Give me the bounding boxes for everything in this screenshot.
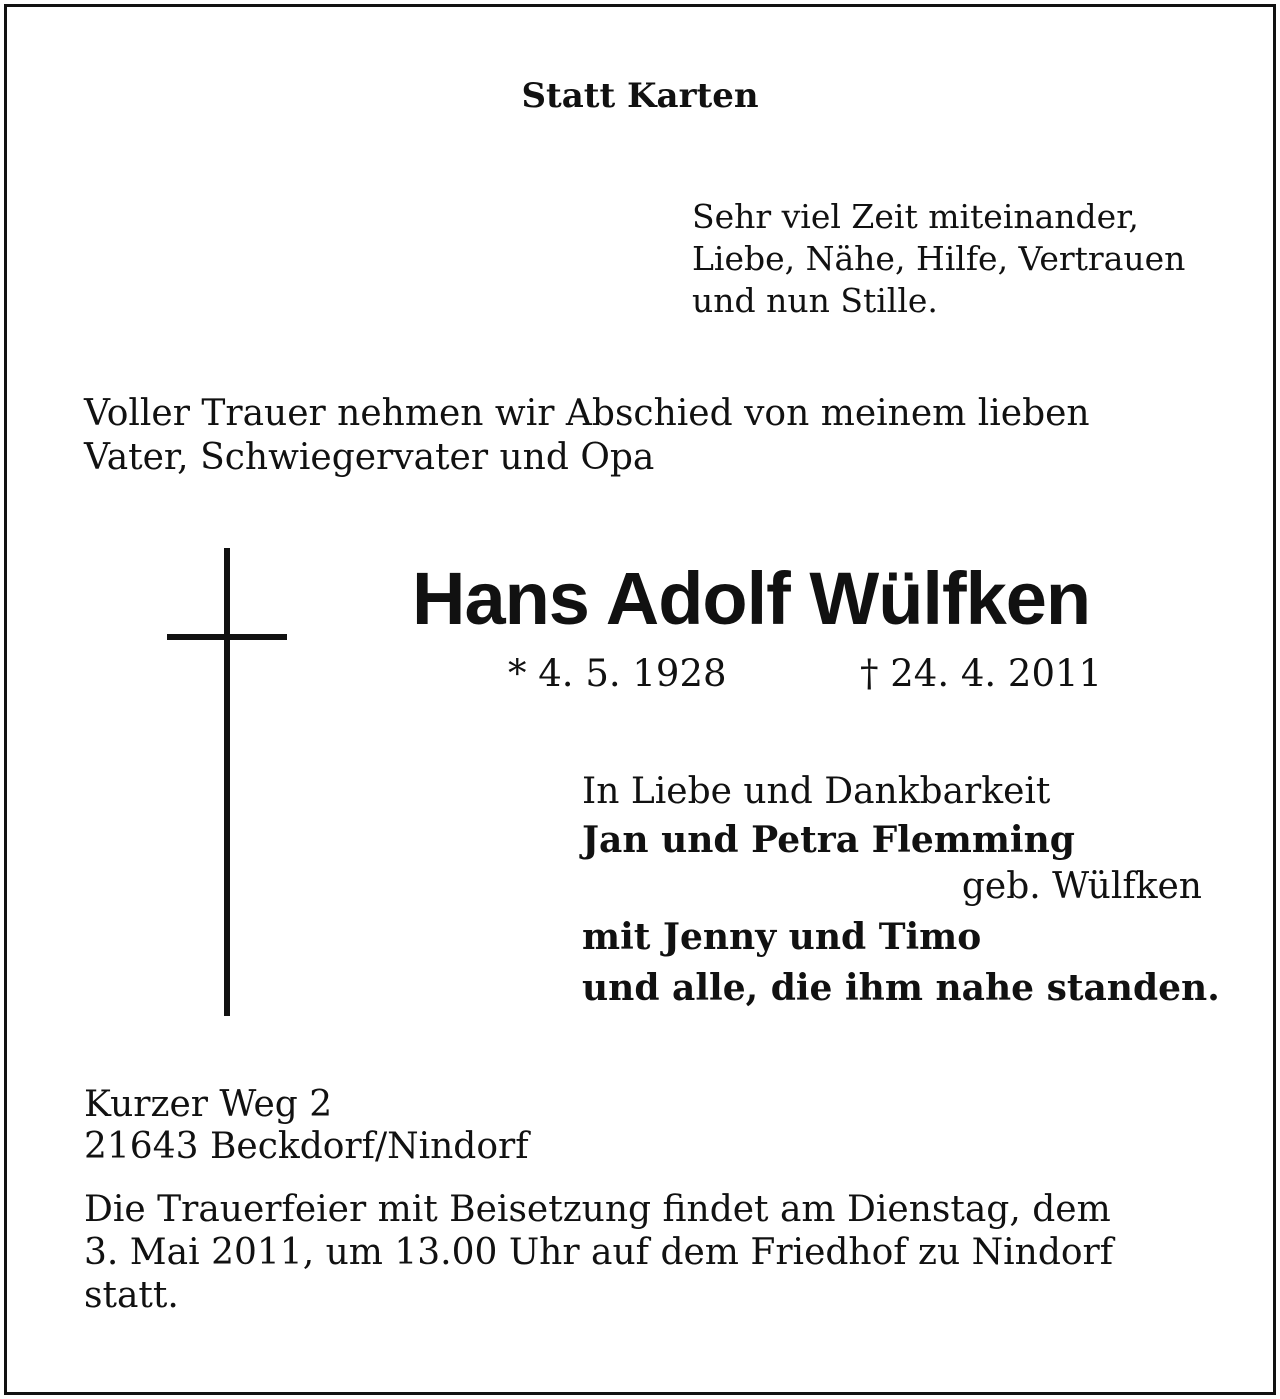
memorial-quote [692,196,1185,322]
service-line: statt. [84,1275,179,1316]
mourners-primary: Jan und Petra Flemming [582,819,1075,861]
address-street: Kurzer Weg 2 [84,1084,333,1125]
deceased-name: Hans Adolf Wülfken [412,557,1091,640]
service-line: 3. Mai 2011, um 13.00 Uhr auf dem Friedhof zu Nindorf [84,1232,1114,1273]
death-date: † 24. 4. 2011 [860,652,1103,695]
quote-line: Liebe, Nähe, Hilfe, Vertrauen [692,239,1186,278]
cross-horizontal-bar [167,634,287,640]
service-line: Die Trauerfeier mit Beisetzung findet am Dienstag, dem [84,1189,1111,1230]
mourners-intro: In Liebe und Dankbarkeit [582,771,1051,812]
mourners-maiden-name: geb. Wülfken [961,866,1202,907]
intro-line: Voller Trauer nehmen wir Abschied von meinem lieben [84,393,1090,434]
header-title: Statt Karten [521,76,759,116]
address [84,1084,529,1168]
quote-line: Sehr viel Zeit miteinander, [692,197,1139,236]
service-info [84,1188,1204,1317]
quote-line: und nun Stille. [692,281,938,320]
mourners-block [582,768,1220,1012]
mourners-others: und alle, die ihm nahe standen. [582,967,1220,1009]
birth-date: * 4. 5. 1928 [508,652,727,695]
intro-line: Vater, Schwiegervater und Opa [84,437,655,478]
intro-text [84,392,1090,480]
cross-vertical-bar [224,548,230,1016]
mourners-with: mit Jenny und Timo [582,916,982,958]
address-city: 21643 Beckdorf/Nindorf [84,1126,529,1167]
